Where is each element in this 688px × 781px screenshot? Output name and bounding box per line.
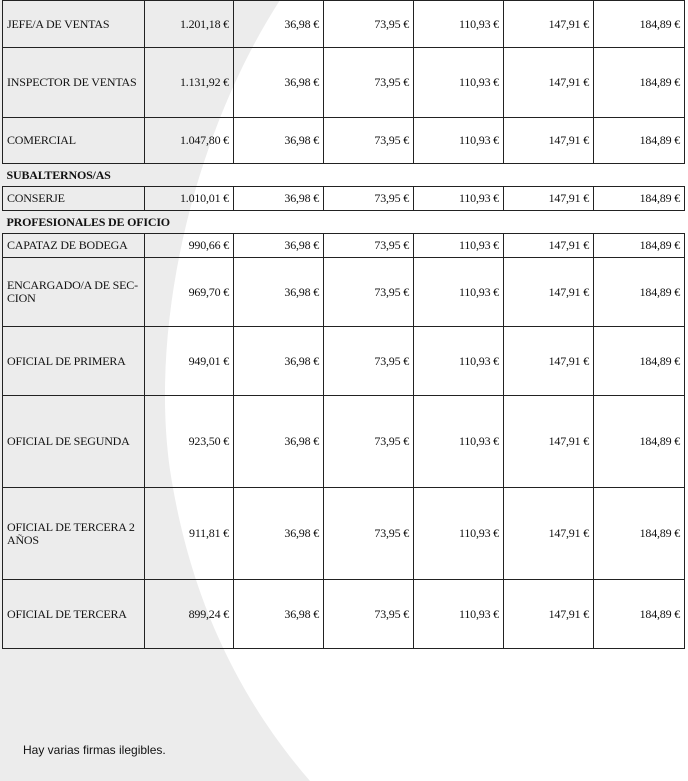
amount-cell: 147,91 € xyxy=(504,327,594,396)
table-row xyxy=(3,234,685,258)
category-cell: CAPATAZ DE BODEGA xyxy=(3,234,145,258)
amount-cell: 36,98 € xyxy=(234,258,324,327)
base-salary-cell: 899,24 € xyxy=(145,580,234,649)
amount-cell: 147,91 € xyxy=(504,48,594,118)
amount-cell: 184,89 € xyxy=(594,234,685,258)
footer-note: Hay varias firmas ilegibles. xyxy=(23,743,166,757)
amount-cell: 73,95 € xyxy=(324,48,414,118)
amount-cell: 36,98 € xyxy=(234,48,324,118)
amount-cell: 110,93 € xyxy=(414,48,504,118)
amount-cell: 184,89 € xyxy=(594,488,685,580)
category-cell: OFICIAL DE TERCERA 2 AÑOS xyxy=(3,488,145,580)
base-salary-cell: 911,81 € xyxy=(145,488,234,580)
amount-cell: 184,89 € xyxy=(594,118,685,164)
amount-cell: 110,93 € xyxy=(414,234,504,258)
amount-cell: 73,95 € xyxy=(324,234,414,258)
table-row xyxy=(3,48,685,118)
category-cell: JEFE/A DE VENTAS xyxy=(3,1,145,48)
salary-table-body xyxy=(3,1,685,649)
amount-cell: 36,98 € xyxy=(234,580,324,649)
table-row xyxy=(3,327,685,396)
amount-cell: 147,91 € xyxy=(504,258,594,327)
amount-cell: 73,95 € xyxy=(324,488,414,580)
amount-cell: 73,95 € xyxy=(324,258,414,327)
amount-cell: 110,93 € xyxy=(414,118,504,164)
amount-cell: 110,93 € xyxy=(414,396,504,488)
amount-cell: 184,89 € xyxy=(594,327,685,396)
section-header-row xyxy=(3,164,685,187)
amount-cell: 36,98 € xyxy=(234,396,324,488)
amount-cell: 184,89 € xyxy=(594,396,685,488)
base-salary-cell: 1.047,80 € xyxy=(145,118,234,164)
table-row xyxy=(3,396,685,488)
base-salary-cell: 969,70 € xyxy=(145,258,234,327)
amount-cell: 36,98 € xyxy=(234,118,324,164)
amount-cell: 184,89 € xyxy=(594,48,685,118)
category-cell: ENCARGADO/A DE SEC- CION xyxy=(3,258,145,327)
amount-cell: 110,93 € xyxy=(414,327,504,396)
amount-cell: 110,93 € xyxy=(414,1,504,48)
amount-cell: 36,98 € xyxy=(234,1,324,48)
amount-cell: 184,89 € xyxy=(594,187,685,211)
amount-cell: 36,98 € xyxy=(234,187,324,211)
base-salary-cell: 1.201,18 € xyxy=(145,1,234,48)
amount-cell: 36,98 € xyxy=(234,327,324,396)
category-cell: CONSERJE xyxy=(3,187,145,211)
amount-cell: 36,98 € xyxy=(234,234,324,258)
table-row xyxy=(3,488,685,580)
category-cell: OFICIAL DE PRIMERA xyxy=(3,327,145,396)
amount-cell: 110,93 € xyxy=(414,187,504,211)
amount-cell: 110,93 € xyxy=(414,580,504,649)
amount-cell: 73,95 € xyxy=(324,1,414,48)
table-row xyxy=(3,580,685,649)
category-cell: OFICIAL DE TERCERA xyxy=(3,580,145,649)
amount-cell: 73,95 € xyxy=(324,580,414,649)
base-salary-cell: 1.131,92 € xyxy=(145,48,234,118)
amount-cell: 73,95 € xyxy=(324,118,414,164)
amount-cell: 110,93 € xyxy=(414,488,504,580)
amount-cell: 147,91 € xyxy=(504,118,594,164)
amount-cell: 184,89 € xyxy=(594,580,685,649)
amount-cell: 73,95 € xyxy=(324,327,414,396)
table-row xyxy=(3,187,685,211)
base-salary-cell: 1.010,01 € xyxy=(145,187,234,211)
category-cell: COMERCIAL xyxy=(3,118,145,164)
table-row xyxy=(3,118,685,164)
base-salary-cell: 990,66 € xyxy=(145,234,234,258)
category-cell: OFICIAL DE SEGUNDA xyxy=(3,396,145,488)
amount-cell: 36,98 € xyxy=(234,488,324,580)
base-salary-cell: 949,01 € xyxy=(145,327,234,396)
amount-cell: 184,89 € xyxy=(594,258,685,327)
amount-cell: 147,91 € xyxy=(504,1,594,48)
amount-cell: 184,89 € xyxy=(594,1,685,48)
base-salary-cell: 923,50 € xyxy=(145,396,234,488)
section-label: PROFESIONALES DE OFICIO xyxy=(3,211,685,234)
amount-cell: 147,91 € xyxy=(504,580,594,649)
amount-cell: 147,91 € xyxy=(504,187,594,211)
amount-cell: 147,91 € xyxy=(504,234,594,258)
amount-cell: 147,91 € xyxy=(504,396,594,488)
amount-cell: 73,95 € xyxy=(324,187,414,211)
amount-cell: 110,93 € xyxy=(414,258,504,327)
table-row xyxy=(3,1,685,48)
section-label: SUBALTERNOS/AS xyxy=(3,164,685,187)
amount-cell: 147,91 € xyxy=(504,488,594,580)
salary-table xyxy=(2,0,685,649)
table-row xyxy=(3,258,685,327)
section-header-row xyxy=(3,211,685,234)
amount-cell: 73,95 € xyxy=(324,396,414,488)
category-cell: INSPECTOR DE VENTAS xyxy=(3,48,145,118)
